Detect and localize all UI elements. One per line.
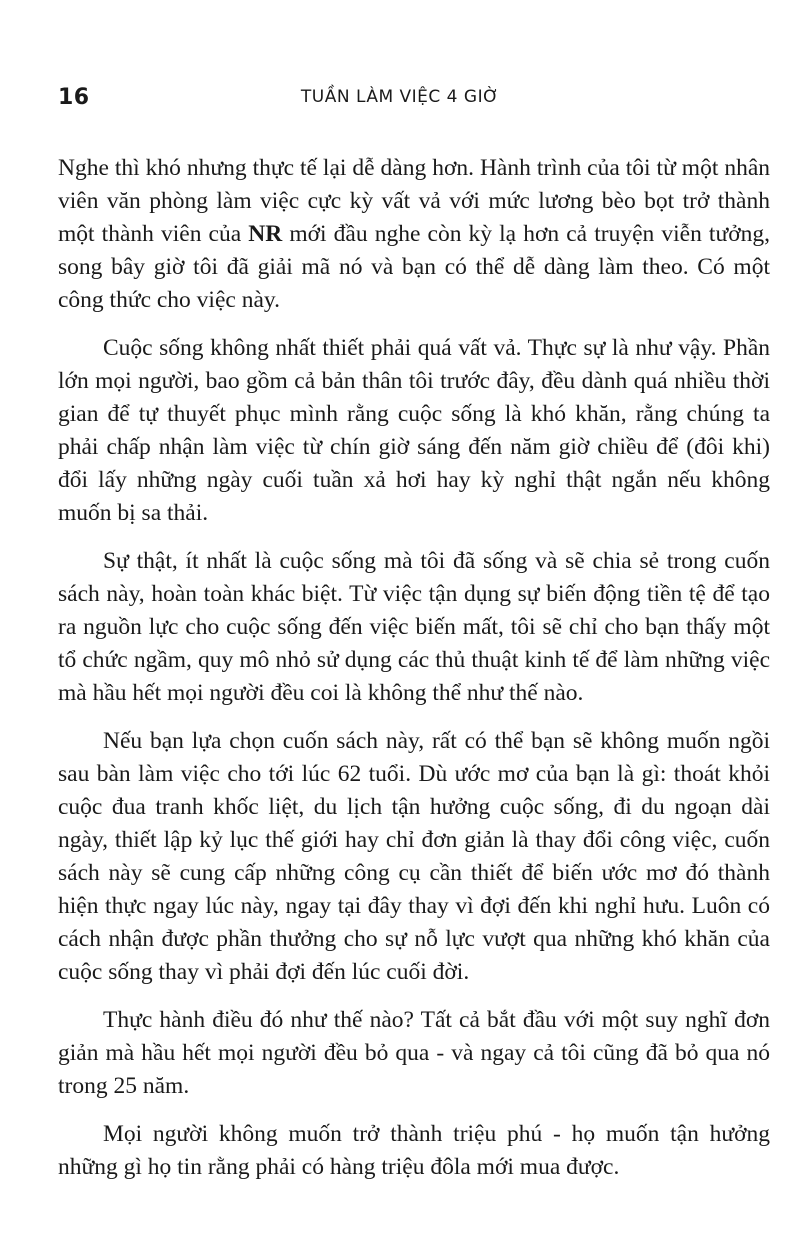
nr-bold-term: NR	[248, 221, 283, 247]
paragraph-5: Thực hành điều đó như thế nào? Tất cả bắt đầu với một suy nghĩ đơn giản mà hầu hết mọi người đều bỏ qua - và ngay cả tôi cũng đã bỏ qua nó trong 25 năm.	[58, 1007, 770, 1099]
paragraph-1	[58, 152, 770, 317]
running-title: TUẦN LÀM VIỆC 4 GIỜ	[300, 87, 500, 107]
paragraph-1-text-start: Nghe thì khó nhưng thực tế lại dễ dàng hơn. Hành trình của tôi từ một nhân viên văn phòng làm việc cực kỳ vất vả với mức lương bèo bọt trở thành một thành viên của	[58, 155, 770, 247]
paragraph-6: Mọi người không muốn trở thành triệu phú - họ muốn tận hưởng những gì họ tin rằng phải có hàng triệu đôla mới mua được.	[58, 1121, 770, 1180]
paragraph-2: Cuộc sống không nhất thiết phải quá vất vả. Thực sự là như vậy. Phần lớn mọi người, bao gồm cả bản thân tôi trước đây, đều dành quá nhiều thời gian để tự thuyết phục mình rằng cuộc sống là khó khăn, rằng chúng ta phải chấp nhận làm việc từ chín giờ sáng đến năm giờ chiều để (đôi khi) đổi lấy những ngày cuối tuần xả hơi hay kỳ nghỉ thật ngắn nếu không muốn bị sa thải.	[58, 335, 770, 526]
paragraph-4: Nếu bạn lựa chọn cuốn sách này, rất có thể bạn sẽ không muốn ngồi sau bàn làm việc cho tới lúc 62 tuổi. Dù ước mơ của bạn là gì: thoát khỏi cuộc đua tranh khốc liệt, du lịch tận hưởng cuộc sống, đi du ngoạn dài ngày, thiết lập kỷ lục thế giới hay chỉ đơn giản là thay đổi công việc, cuốn sách này sẽ cung cấp những công cụ cần thiết để biến ước mơ đó thành hiện thực ngay lúc này, ngay tại đây thay vì đợi đến khi nghỉ hưu. Luôn có cách nhận được phần thưởng cho sự nỗ lực vượt qua những khó khăn của cuộc sống thay vì phải đợi đến lúc cuối đời.	[58, 728, 770, 985]
paragraph-3: Sự thật, ít nhất là cuộc sống mà tôi đã sống và sẽ chia sẻ trong cuốn sách này, hoàn toàn khác biệt. Từ việc tận dụng sự biến động tiền tệ để tạo ra nguồn lực cho cuộc sống đến việc biến mất, tôi sẽ chỉ cho bạn thấy một tổ chức ngầm, quy mô nhỏ sử dụng các thủ thuật kinh tế để làm những việc mà hầu hết mọi người đều coi là không thể như thế nào.	[58, 548, 770, 706]
body-text	[58, 152, 770, 1199]
page-number: 16	[58, 85, 90, 110]
paragraph-1-text-end: mới đầu nghe còn kỳ lạ hơn cả truyện viễn tưởng, song bây giờ tôi đã giải mã nó và bạn có thể dễ dàng làm theo. Có một công thức cho việc này.	[58, 221, 771, 313]
